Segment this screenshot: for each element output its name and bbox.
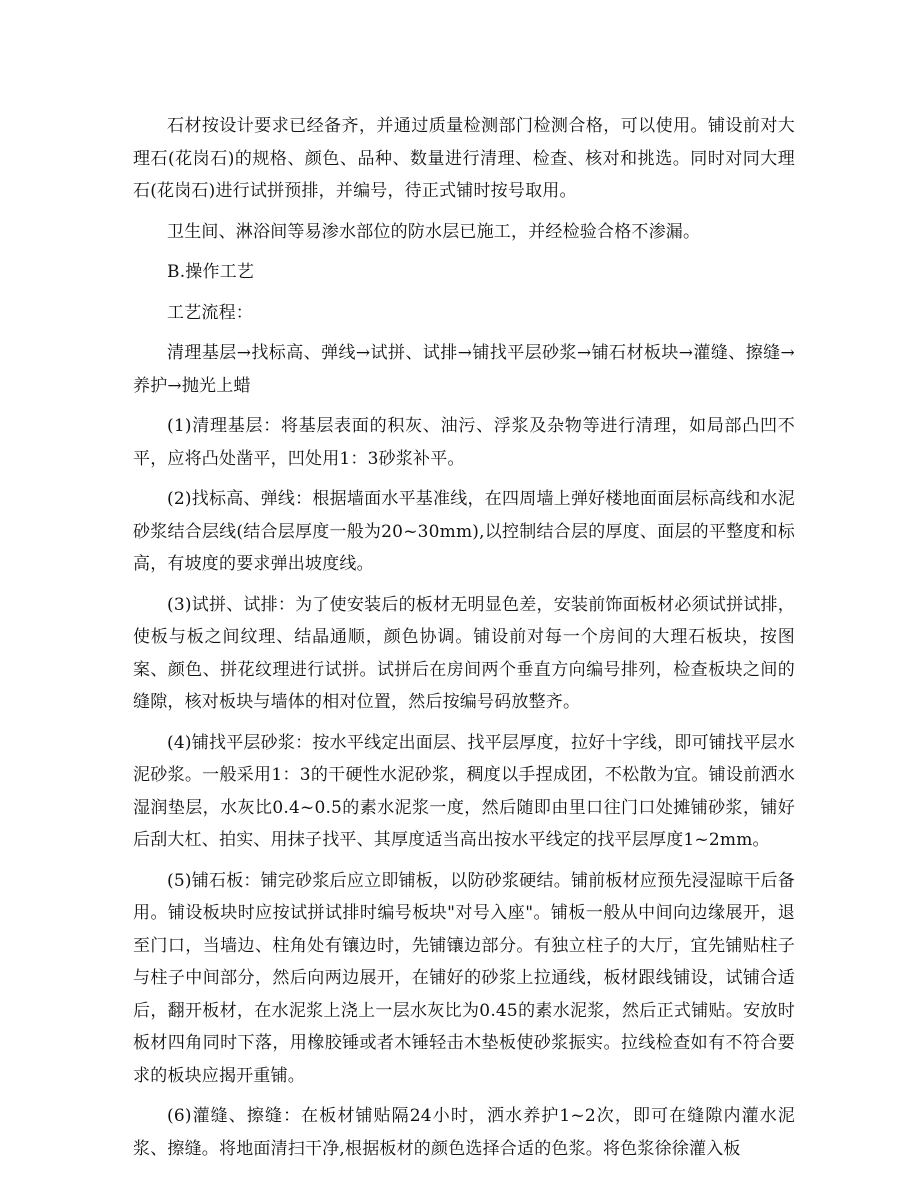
paragraph-step-5-lay-stone: (5)铺石板：铺完砂浆后应立即铺板，以防砂浆硬结。铺前板材应预先浸湿晾干后备用。铺设板块时应按试拼试排时编号板块"对号入座"。铺板一般从中间向边缘展开，退至门口，当墙边、柱角处有镶边时，先铺镶边部分。有独立柱子的大厅，宜先铺贴柱子与柱子中间部分，然后向两边展开，在铺好的砂浆上拉通线，板材跟线铺设，试铺合适后，翻开板材，在水泥浆上浇上一层水灰比为0.45的素水泥浆，然后正式铺贴。安放时板材四角同时下落，用橡胶锤或者木锤轻击木垫板使砂浆振实。拉线检查如有不符合要求的板块应揭开重铺。 xyxy=(133,870,795,1086)
subheading-process-flow: 工艺流程： xyxy=(167,302,253,323)
paragraph-step-3-trial-layout: (3)试拼、试排：为了使安装后的板材无明显色差，安装前饰面板材必须试拼试排，使板与板之间纹理、结晶通顺，颜色协调。铺设前对每一个房间的大理石板块，按图案、颜色、拼花纹理进行试拼。试拼后在房间两个垂直方向编号排列，检查板块之间的缝隙，核对板块与墙体的相对位置，然后按编号码放整齐。 xyxy=(133,594,795,712)
paragraph-step-2-level-lines: (2)找标高、弹线：根据墙面水平基准线，在四周墙上弹好楼地面面层标高线和水泥砂浆结合层线(结合层厚度一般为20~30mm),以控制结合层的厚度、面层的平整度和标高，有坡度的要求弹出坡度线。 xyxy=(133,489,795,574)
paragraph-waterproof-layer: 卫生间、淋浴间等易渗水部位的防水层已施工，并经检验合格不渗漏。 xyxy=(167,221,701,242)
document-page xyxy=(133,110,795,1173)
paragraph-step-1-clean-base: (1)清理基层：将基层表面的积灰、油污、浮浆及杂物等进行清理，如局部凸凹不平，应将凸处凿平，凹处用1：3砂浆补平。 xyxy=(133,416,795,469)
paragraph-step-4-leveling-mortar: (4)铺找平层砂浆：按水平线定出面层、找平层厚度，拉好十字线，即可铺找平层水泥砂浆。一般采用1：3的干硬性水泥砂浆，稠度以手捏成团，不松散为宜。铺设前洒水湿润垫层，水灰比0.4~0.5的素水泥浆一度，然后随即由里口往门口处摊铺砂浆，铺好后刮大杠、拍实、用抹子找平、其厚度适当高出按水平线定的找平层厚度1~2mm。 xyxy=(133,732,795,850)
paragraph-step-6-grout-joints: (6)灌缝、擦缝：在板材铺贴隔24小时，洒水养护1~2次，即可在缝隙内灌水泥浆、擦缝。将地面清扫干净,根据板材的颜色选择合适的色浆。将色浆徐徐灌入板 xyxy=(133,1106,795,1159)
section-heading-operation-process: B.操作工艺 xyxy=(167,262,255,282)
paragraph-process-flow-steps: 清理基层→找标高、弹线→试拼、试排→铺找平层砂浆→铺石材板块→灌缝、擦缝→养护→抛光上蜡 xyxy=(133,343,795,396)
paragraph-materials-ready: 石材按设计要求已经备齐，并通过质量检测部门检测合格，可以使用。铺设前对大理石(花岗石)的规格、颜色、品种、数量进行清理、检查、核对和挑选。同时对同大理石(花岗石)进行试拼预排，并编号，待正式铺时按号取用。 xyxy=(133,116,795,201)
